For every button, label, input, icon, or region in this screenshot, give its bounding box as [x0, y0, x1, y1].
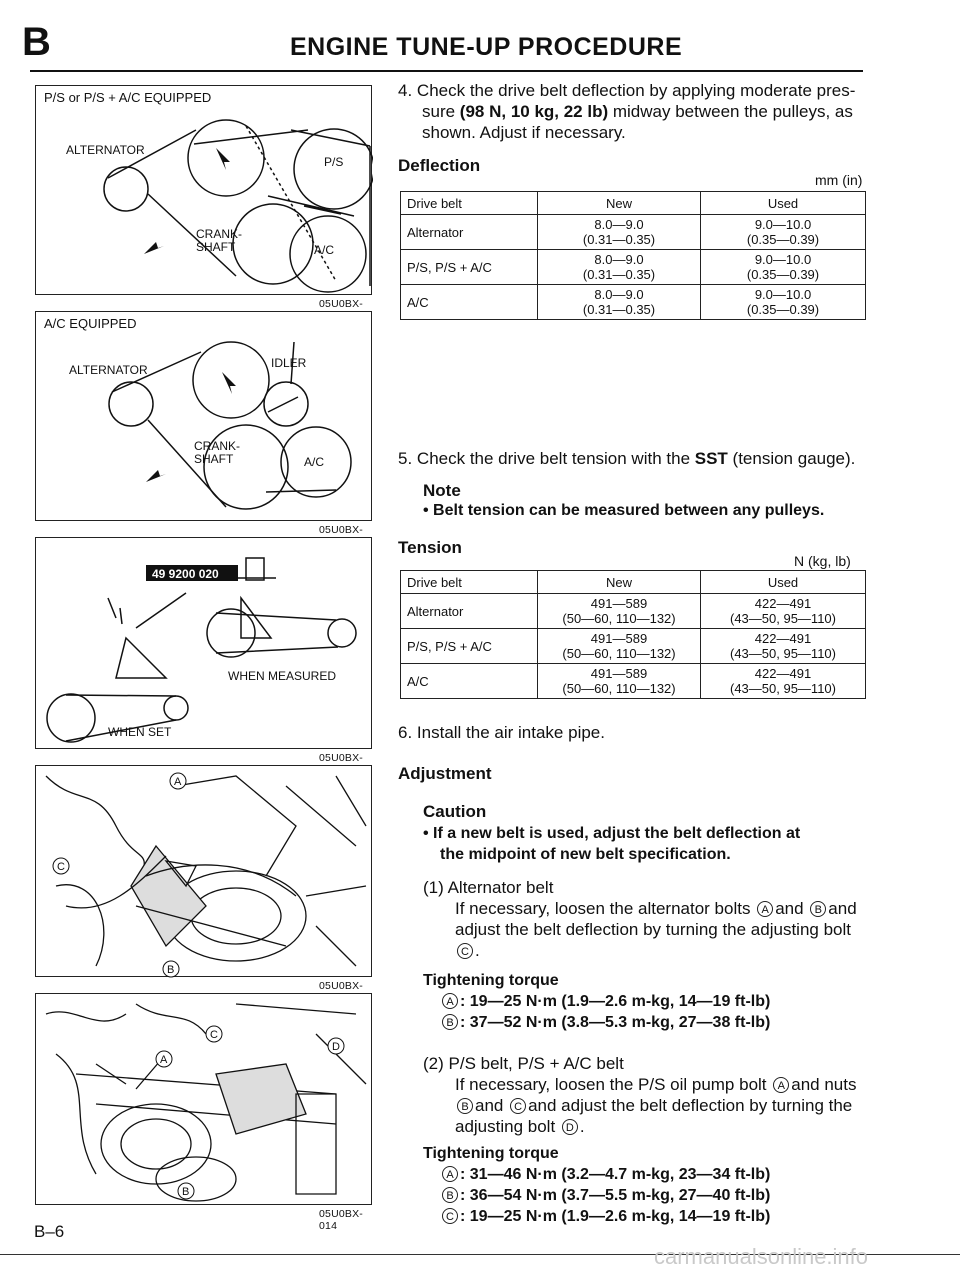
- page-title: ENGINE TUNE-UP PROCEDURE: [290, 33, 683, 61]
- substep-title: P/S belt, P/S + A/C belt: [448, 1054, 624, 1073]
- tension-gauge-diagram: [36, 538, 373, 750]
- mark-c: C: [57, 861, 65, 873]
- figure-code: 05U0BX-: [319, 524, 364, 536]
- cell-belt: Alternator: [401, 594, 538, 629]
- pulley-right-set: [164, 696, 188, 720]
- cell-used: 422—491 (43—50, 95—110): [701, 664, 866, 699]
- tension-heading: Tension: [398, 538, 462, 557]
- circle-mark-a: A: [757, 901, 773, 917]
- tension-unit: N (kg, lb): [794, 553, 851, 569]
- substep-number: (2): [423, 1054, 444, 1073]
- mark-a: A: [160, 1054, 168, 1066]
- mark-c: C: [210, 1029, 218, 1041]
- table-row: [401, 594, 866, 629]
- figure-ps-ac-belt-layout: [35, 85, 372, 310]
- substep-number: (1): [423, 878, 444, 897]
- adjustment-heading: Adjustment: [398, 764, 492, 783]
- label-ac: A/C: [304, 455, 325, 469]
- step-number: 5.: [398, 449, 413, 468]
- rotation-arrow-2: [146, 470, 166, 482]
- figure-label: P/S or P/S + A/C EQUIPPED: [44, 90, 212, 105]
- mark-b: B: [182, 1186, 190, 1198]
- title-rule: [30, 70, 863, 72]
- label-ps: P/S: [324, 155, 344, 169]
- substep-title: Alternator belt: [447, 878, 554, 897]
- table-header-row: [401, 571, 866, 594]
- circle-mark-b: B: [810, 901, 826, 917]
- label-alternator: ALTERNATOR: [66, 143, 145, 157]
- step-sst: SST: [694, 449, 728, 468]
- deflection-unit: mm (in): [815, 172, 863, 188]
- tension-table: [400, 570, 866, 699]
- page-number: B–6: [34, 1222, 65, 1241]
- gauge-top: [246, 558, 264, 580]
- crankshaft-pulley: [233, 204, 313, 284]
- label-idler: IDLER: [271, 356, 307, 370]
- col-new: New: [538, 192, 701, 215]
- col-new: New: [538, 571, 701, 594]
- torque-heading: Tightening torque: [423, 1145, 559, 1162]
- figure-code: 05U0BX-: [319, 298, 364, 310]
- label-when-measured: WHEN MEASURED: [228, 669, 337, 683]
- pulley-right-measured: [328, 619, 356, 647]
- figure-tension-gauge: [35, 537, 372, 764]
- step-number: 6.: [398, 723, 413, 742]
- rotation-arrow-1: [222, 372, 236, 394]
- rotation-arrow-2: [144, 242, 164, 254]
- cell-used: 9.0—10.0 (0.35—0.39): [701, 250, 866, 285]
- mark-b: B: [167, 964, 175, 976]
- torque-item: A : 19—25 N·m (1.9—2.6 m-kg, 14—19 ft-lb): [423, 991, 770, 1012]
- figure-label: A/C EQUIPPED: [44, 316, 137, 331]
- col-used: Used: [701, 571, 866, 594]
- mark-d: D: [332, 1041, 340, 1053]
- step-text-end: (tension gauge).: [727, 449, 856, 468]
- step-text-load: (98 N, 10 kg, 22 lb): [459, 102, 609, 121]
- cell-new: 8.0—9.0 (0.31—0.35): [538, 250, 701, 285]
- torque-heading: Tightening torque: [423, 972, 559, 989]
- table-row: [401, 629, 866, 664]
- torque-spec-ps: [423, 1143, 770, 1227]
- cell-used: 9.0—10.0 (0.35—0.39): [701, 215, 866, 250]
- alternator-pulley: [109, 382, 153, 426]
- cell-new: 8.0—9.0 (0.31—0.35): [538, 285, 701, 320]
- belt-diagram-1: [36, 86, 373, 296]
- label-crankshaft-2: SHAFT: [196, 240, 236, 254]
- alternator-engine-drawing: [36, 766, 373, 978]
- ps-pulley: [294, 129, 373, 209]
- cell-used: 422—491 (43—50, 95—110): [701, 594, 866, 629]
- step-text: Check the drive belt tension with the: [416, 449, 695, 468]
- step-text-line2a: sure: [422, 102, 460, 121]
- step-text-line2b: midway between the pulleys, as: [608, 102, 853, 121]
- table-row: [401, 215, 866, 250]
- table-header-row: [401, 192, 866, 215]
- figure-ac-belt-layout: [35, 311, 372, 536]
- table-row: [401, 285, 866, 320]
- table-row: [401, 664, 866, 699]
- table-row: [401, 250, 866, 285]
- step-text-line3: shown. Adjust if necessary.: [422, 123, 626, 142]
- idler-pulley: [264, 382, 308, 426]
- cell-used: 9.0—10.0 (0.35—0.39): [701, 285, 866, 320]
- section-letter: B: [22, 20, 51, 64]
- figure-alternator-adjustment: [35, 765, 372, 992]
- step-6: [398, 722, 605, 743]
- deflection-heading: Deflection: [398, 156, 481, 175]
- torque-item: A : 31—46 N·m (3.2—4.7 m-kg, 23—34 ft-lb): [423, 1164, 770, 1185]
- ps-engine-drawing: [36, 994, 373, 1206]
- pulley-left-measured: [207, 609, 255, 657]
- watermark: carmanualsonline.info: [654, 1244, 869, 1269]
- gauge-set: [116, 593, 186, 678]
- col-drive-belt: Drive belt: [401, 571, 538, 594]
- mark-a: A: [174, 776, 182, 788]
- note-heading: Note: [423, 481, 461, 500]
- label-crankshaft-1: CRANK-: [196, 227, 243, 241]
- label-crankshaft-1: CRANK-: [194, 439, 241, 453]
- figure-code: 05U0BX-: [319, 752, 364, 764]
- substep-alternator: (1) Alternator belt If necessary, loosen the alternator bolts A and B and adjust the belt deflection by turning the adjusting bolt C .: [423, 878, 857, 960]
- note-bullet: • Belt tension can be measured between any pulleys.: [423, 502, 825, 519]
- cell-belt: P/S, P/S + A/C: [401, 250, 538, 285]
- torque-spec-alternator: [423, 970, 770, 1033]
- cell-belt: A/C: [401, 664, 538, 699]
- circle-mark-c: C: [457, 943, 473, 959]
- caution-bullet: • If a new belt is used, adjust the belt deflection at the midpoint of new belt specification.: [423, 825, 801, 863]
- cell-new: 491—589 (50—60, 110—132): [538, 594, 701, 629]
- sst-number: 49 9200 020: [152, 567, 219, 581]
- figure-code: 05U0BX-014: [319, 1208, 364, 1232]
- step-text-line1: Check the drive belt deflection by applying moderate pres-: [416, 81, 856, 100]
- label-crankshaft-2: SHAFT: [194, 452, 234, 466]
- cell-belt: Alternator: [401, 215, 538, 250]
- cell-belt: P/S, P/S + A/C: [401, 629, 538, 664]
- cell-new: 491—589 (50—60, 110—132): [538, 629, 701, 664]
- upper-pulley: [193, 342, 269, 418]
- label-when-set: WHEN SET: [108, 725, 172, 739]
- belt-diagram-2: [36, 312, 373, 522]
- figure-code: 05U0BX-: [319, 980, 364, 992]
- torque-item: B : 36—54 N·m (3.7—5.5 m-kg, 27—40 ft-lb): [423, 1185, 770, 1206]
- col-used: Used: [701, 192, 866, 215]
- cell-new: 491—589 (50—60, 110—132): [538, 664, 701, 699]
- step-5: [398, 448, 855, 469]
- cell-used: 422—491 (43—50, 95—110): [701, 629, 866, 664]
- deflection-table: [400, 191, 866, 320]
- pulley-left-set: [47, 694, 95, 742]
- rotation-arrow-1: [216, 148, 230, 170]
- substep-ps: (2) P/S belt, P/S + A/C belt If necessary, loosen the P/S oil pump bolt A and nuts B and C and adjust the belt deflection by turning the adjusting bolt D .: [423, 1054, 857, 1136]
- torque-item: B : 37—52 N·m (3.8—5.3 m-kg, 27—38 ft-lb): [423, 1012, 770, 1033]
- cell-belt: A/C: [401, 285, 538, 320]
- torque-item: C : 19—25 N·m (1.9—2.6 m-kg, 14—19 ft-lb): [423, 1206, 770, 1227]
- step-number: 4.: [398, 81, 413, 100]
- step-4: [398, 80, 855, 143]
- label-ac: A/C: [314, 243, 335, 257]
- gauge-body: [236, 578, 276, 638]
- caution-heading: Caution: [423, 802, 487, 821]
- step-text: Install the air intake pipe.: [416, 723, 605, 742]
- label-alternator: ALTERNATOR: [69, 363, 148, 377]
- alternator-pulley: [104, 167, 148, 211]
- cell-new: 8.0—9.0 (0.31—0.35): [538, 215, 701, 250]
- col-drive-belt: Drive belt: [401, 192, 538, 215]
